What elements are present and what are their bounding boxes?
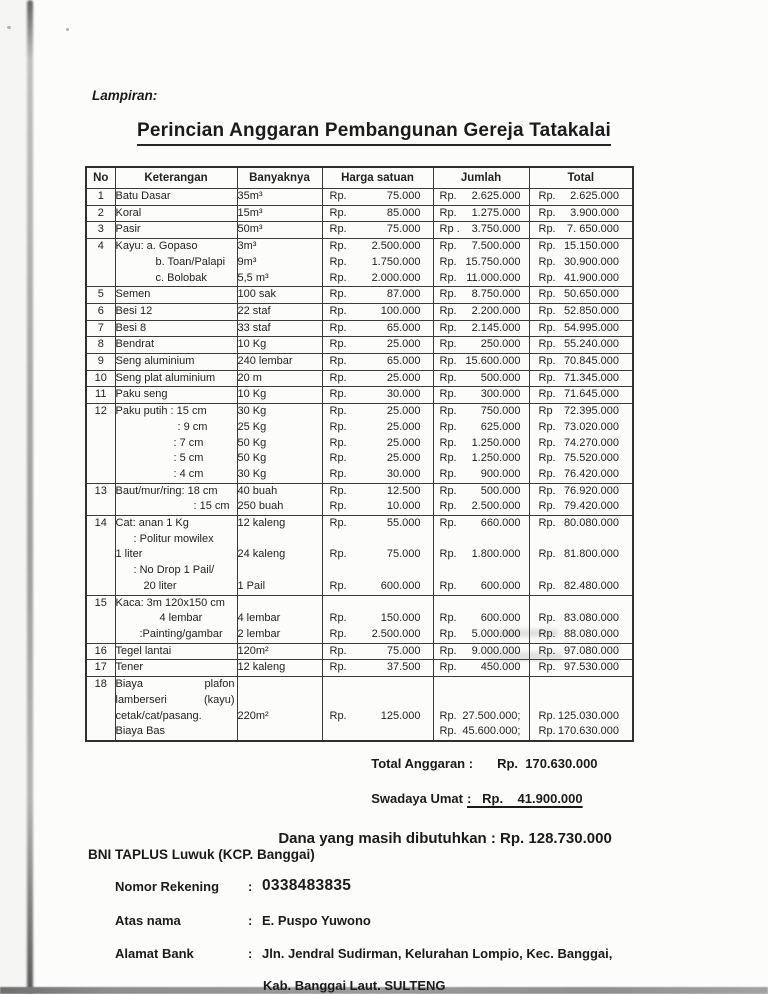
cell-no (86, 467, 115, 483)
cell-banyaknya: 40 buah (237, 483, 322, 499)
cell-total: Rp. 70.845.000 (529, 354, 633, 371)
cell-no (86, 563, 115, 579)
table-row (86, 611, 633, 627)
cell-total: Rp. 97.530.000 (529, 660, 633, 677)
colon-separator: : (248, 913, 253, 928)
cell-total: Rp. 52.850.000 (529, 303, 633, 320)
cell-harga-satuan: Rp. 25.000 (322, 436, 433, 452)
cell-no: 15 (86, 595, 115, 611)
cell-jumlah (433, 563, 529, 579)
cell-total: Rp. 75.520.000 (529, 451, 633, 467)
cell-no: 4 (86, 239, 115, 255)
cell-jumlah: Rp. 900.000 (433, 467, 529, 483)
table-row (86, 467, 633, 483)
cell-harga-satuan: Rp. 75.000 (322, 547, 433, 563)
cell-jumlah: Rp. 500.000 (433, 483, 529, 499)
cell-total: Rp. 50.650.000 (529, 287, 633, 304)
cell-banyaknya: 25 Kg (237, 420, 322, 436)
cell-harga-satuan: Rp. 125.000 (322, 709, 433, 725)
cell-keterangan: Paku putih : 15 cm (115, 404, 237, 420)
cell-banyaknya: 9m³ (237, 255, 322, 271)
total-anggaran-value: Rp. 170.630.000 (497, 756, 598, 771)
bank-name: BNI TAPLUS Luwuk (KCP. Banggai) (88, 847, 315, 862)
total-anggaran-line (364, 741, 598, 771)
cell-keterangan: 1 liter (115, 547, 237, 563)
cell-banyaknya: 33 staf (237, 320, 322, 337)
table-row (86, 579, 633, 595)
cell-keterangan: Biaya plafon (115, 677, 237, 693)
cell-harga-satuan: Rp. 25.000 (322, 370, 433, 387)
table-row (86, 287, 633, 304)
cell-jumlah: Rp. 1.800.000 (433, 547, 529, 563)
cell-harga-satuan: Rp. 30.000 (322, 467, 433, 483)
bank-address-value: Jln. Jendral Sudirman, Kelurahan Lompio, Kec. Banggai, (262, 946, 613, 961)
table-row (86, 563, 633, 579)
cell-harga-satuan: Rp. 2.500.000 (322, 627, 433, 643)
cell-keterangan: : 4 cm (115, 467, 237, 483)
cell-total (529, 563, 633, 579)
cell-banyaknya (237, 595, 322, 611)
table-row (86, 271, 633, 287)
table-row (86, 516, 633, 532)
cell-jumlah: Rp. 600.000 (433, 579, 529, 595)
bank-address-label: Alamat Bank (115, 946, 194, 961)
cell-harga-satuan: Rp. 65.000 (322, 354, 433, 371)
cell-keterangan: Seng aluminium (115, 354, 237, 371)
swadaya-umat-value: : Rp. 41.900.000 (467, 791, 583, 806)
cell-total: Rp. 82.480.000 (529, 579, 633, 595)
table-row (86, 387, 633, 404)
colon-separator: : (248, 879, 253, 894)
cell-harga-satuan (322, 563, 433, 579)
cell-total: Rp. 83.080.000 (529, 611, 633, 627)
attachment-label: Lampiran: (92, 88, 158, 103)
cell-total: Rp. 80.080.000 (529, 516, 633, 532)
cell-jumlah: Rp. 600.000 (433, 611, 529, 627)
cell-no (86, 579, 115, 595)
cell-no: 12 (86, 404, 115, 420)
cell-banyaknya: 250 buah (237, 499, 322, 515)
cell-harga-satuan: Rp. 85.000 (322, 205, 433, 222)
cell-total: Rp. 73.020.000 (529, 420, 633, 436)
cell-banyaknya: 10 Kg (237, 337, 322, 354)
table-row (86, 436, 633, 452)
cell-total: Rp. 81.800.000 (529, 547, 633, 563)
cell-no: 9 (86, 354, 115, 371)
cell-jumlah: Rp. 2.200.000 (433, 303, 529, 320)
document-title: Perincian Anggaran Pembangunan Gereja Tatakalai (137, 120, 611, 146)
cell-total: Rp. 74.270.000 (529, 436, 633, 452)
cell-keterangan: : No Drop 1 Pail/ (115, 563, 237, 579)
cell-jumlah: Rp. 45.600.000; (433, 724, 529, 741)
cell-no: 16 (86, 643, 115, 660)
cell-harga-satuan: Rp. 10.000 (322, 499, 433, 515)
cell-no: 1 (86, 189, 115, 206)
cell-no (86, 255, 115, 271)
cell-total: Rp. 55.240.000 (529, 337, 633, 354)
cell-no (86, 420, 115, 436)
table-row (86, 724, 633, 741)
cell-keterangan: Pasir (115, 222, 237, 239)
cell-keterangan: Besi 12 (115, 303, 237, 320)
column-header: Banyaknya (237, 167, 322, 189)
cell-harga-satuan: Rp. 75.000 (322, 643, 433, 660)
table-row (86, 255, 633, 271)
table-row (86, 451, 633, 467)
cell-banyaknya: 5,5 m³ (237, 271, 322, 287)
cell-banyaknya: 50 Kg (237, 436, 322, 452)
swadaya-umat-label: Swadaya Umat (371, 791, 463, 806)
cell-banyaknya: 50 Kg (237, 451, 322, 467)
cell-banyaknya (237, 693, 322, 709)
cell-jumlah: Rp. 450.000 (433, 660, 529, 677)
cell-harga-satuan (322, 677, 433, 693)
table-header-row (86, 167, 633, 189)
cell-harga-satuan: Rp. 75.000 (322, 189, 433, 206)
scan-speck (7, 26, 11, 29)
cell-jumlah: Rp. 2.500.000 (433, 499, 529, 515)
cell-jumlah (433, 693, 529, 709)
cell-banyaknya: 240 lembar (237, 354, 322, 371)
cell-jumlah: Rp. 1.250.000 (433, 436, 529, 452)
cell-keterangan: Besi 8 (115, 320, 237, 337)
cell-keterangan: Tegel lantai (115, 643, 237, 660)
cell-total: Rp. 2.625.000 (529, 189, 633, 206)
table-row (86, 303, 633, 320)
cell-total: Rp. 3.900.000 (529, 205, 633, 222)
cell-harga-satuan: Rp. 25.000 (322, 404, 433, 420)
cell-harga-satuan: Rp. 600.000 (322, 579, 433, 595)
cell-jumlah: Rp. 625.000 (433, 420, 529, 436)
cell-no (86, 611, 115, 627)
cell-total (529, 595, 633, 611)
column-header: Total (529, 167, 633, 189)
cell-banyaknya: 3m³ (237, 239, 322, 255)
cell-keterangan: lamberseri (kayu) (115, 693, 237, 709)
cell-no (86, 693, 115, 709)
table-row (86, 677, 633, 693)
cell-jumlah (433, 595, 529, 611)
cell-banyaknya: 20 m (237, 370, 322, 387)
cell-banyaknya (237, 532, 322, 548)
cell-keterangan: Biaya Bas (115, 724, 237, 741)
cell-total: Rp. 79.420.000 (529, 499, 633, 515)
swadaya-umat-line (364, 776, 583, 806)
cell-harga-satuan: Rp. 100.000 (322, 303, 433, 320)
cell-total: Rp. 125.030.000 (529, 709, 633, 725)
table-row (86, 660, 633, 677)
cell-total: Rp. 97.080.000 (529, 643, 633, 660)
table-row (86, 370, 633, 387)
cell-keterangan: Kaca: 3m 120x150 cm (115, 595, 237, 611)
cell-banyaknya: 220m² (237, 709, 322, 725)
cell-harga-satuan: Rp. 30.000 (322, 387, 433, 404)
cell-banyaknya: 1 Pail (237, 579, 322, 595)
cell-no: 18 (86, 677, 115, 693)
cell-total: Rp 72.395.000 (529, 404, 633, 420)
scan-speck (66, 28, 69, 31)
cell-harga-satuan: Rp. 150.000 (322, 611, 433, 627)
cell-keterangan: Baut/mur/ring: 18 cm (115, 483, 237, 499)
cell-jumlah (433, 677, 529, 693)
cell-total: Rp. 170.630.000 (529, 724, 633, 741)
column-header: Jumlah (433, 167, 529, 189)
cell-keterangan: : 7 cm (115, 436, 237, 452)
cell-total: Rp. 76.420.000 (529, 467, 633, 483)
cell-total: Rp. 30.900.000 (529, 255, 633, 271)
cell-harga-satuan: Rp. 25.000 (322, 420, 433, 436)
cell-harga-satuan: Rp. 75.000 (322, 222, 433, 239)
table-row (86, 337, 633, 354)
cell-harga-satuan: Rp. 55.000 (322, 516, 433, 532)
cell-banyaknya (237, 677, 322, 693)
cell-no: 6 (86, 303, 115, 320)
table-row (86, 222, 633, 239)
table-row (86, 532, 633, 548)
cell-no: 3 (86, 222, 115, 239)
cell-jumlah: Rp. 2.145.000 (433, 320, 529, 337)
cell-banyaknya: 30 Kg (237, 467, 322, 483)
cell-keterangan: : 15 cm (115, 499, 237, 515)
cell-keterangan: : 5 cm (115, 451, 237, 467)
total-anggaran-label: Total Anggaran : (371, 756, 474, 771)
cell-banyaknya: 30 Kg (237, 404, 322, 420)
cell-keterangan: Batu Dasar (115, 189, 237, 206)
bank-account-number-row (115, 879, 351, 895)
table-row (86, 547, 633, 563)
column-header: Keterangan (115, 167, 237, 189)
cell-harga-satuan: Rp. 12.500 (322, 483, 433, 499)
cell-total: Rp. 15.150.000 (529, 239, 633, 255)
cell-jumlah: Rp. 8.750.000 (433, 287, 529, 304)
cell-keterangan: c. Bolobak (115, 271, 237, 287)
table-row (86, 643, 633, 660)
cell-no: 10 (86, 370, 115, 387)
table-row (86, 499, 633, 515)
cell-total: Rp. 76.920.000 (529, 483, 633, 499)
cell-keterangan: Cat: anan 1 Kg (115, 516, 237, 532)
cell-jumlah: Rp. 27.500.000; (433, 709, 529, 725)
cell-jumlah: Rp. 250.000 (433, 337, 529, 354)
cell-banyaknya: 24 kaleng (237, 547, 322, 563)
cell-jumlah: Rp. 15.750.000 (433, 255, 529, 271)
cell-keterangan: Paku seng (115, 387, 237, 404)
cell-jumlah (433, 532, 529, 548)
cell-harga-satuan: Rp. 37.500 (322, 660, 433, 677)
cell-jumlah: Rp. 15.600.000 (433, 354, 529, 371)
cell-total: Rp. 71.345.000 (529, 370, 633, 387)
cell-keterangan: Koral (115, 205, 237, 222)
cell-jumlah: Rp . 3.750.000 (433, 222, 529, 239)
cell-banyaknya: 15m³ (237, 205, 322, 222)
cell-no: 2 (86, 205, 115, 222)
cell-jumlah: Rp. 2.625.000 (433, 189, 529, 206)
table-row (86, 404, 633, 420)
cell-harga-satuan: Rp. 65.000 (322, 320, 433, 337)
dana-dibutuhkan-value: : Rp. 128.730.000 (486, 830, 612, 847)
cell-harga-satuan: Rp. 1.750.000 (322, 255, 433, 271)
cell-no: 11 (86, 387, 115, 404)
cell-keterangan: Kayu: a. Gopaso (115, 239, 237, 255)
cell-no (86, 724, 115, 741)
cell-total (529, 532, 633, 548)
cell-total: Rp. 54.995.000 (529, 320, 633, 337)
table-row (86, 354, 633, 371)
cell-jumlah: Rp. 1.250.000 (433, 451, 529, 467)
cell-no: 13 (86, 483, 115, 499)
table-row (86, 420, 633, 436)
cell-harga-satuan: Rp. 25.000 (322, 451, 433, 467)
cell-banyaknya (237, 724, 322, 741)
cell-no: 17 (86, 660, 115, 677)
cell-no: 8 (86, 337, 115, 354)
budget-table (85, 166, 634, 742)
cell-total: Rp. 41.900.000 (529, 271, 633, 287)
account-number-value: 0338483835 (262, 877, 352, 894)
table-row (86, 595, 633, 611)
bank-address-line2: Kab. Banggai Laut. SULTENG (263, 978, 446, 993)
column-header: No (86, 167, 115, 189)
table-row (86, 693, 633, 709)
account-number-label: Nomor Rekening (115, 879, 220, 894)
cell-no (86, 627, 115, 643)
cell-jumlah: Rp. 300.000 (433, 387, 529, 404)
account-holder-label: Atas nama (115, 913, 181, 928)
cell-jumlah: Rp. 11.000.000 (433, 271, 529, 287)
cell-keterangan: :Painting/gambar (115, 627, 237, 643)
column-header: Harga satuan (322, 167, 433, 189)
scan-left-margin (0, 0, 27, 994)
table-row (86, 483, 633, 499)
cell-banyaknya (237, 563, 322, 579)
cell-jumlah: Rp. 500.000 (433, 370, 529, 387)
cell-total: Rp. 7. 650.000 (529, 222, 633, 239)
cell-jumlah: Rp. 9.000.000 (433, 643, 529, 660)
cell-keterangan: : Politur mowilex (115, 532, 237, 548)
cell-no (86, 451, 115, 467)
cell-no (86, 532, 115, 548)
cell-banyaknya: 120m² (237, 643, 322, 660)
account-holder-value: E. Puspo Yuwono (262, 913, 371, 928)
dana-dibutuhkan-label: Dana yang masih dibutuhkan (278, 830, 487, 847)
bank-account-holder-row (115, 913, 371, 928)
cell-no (86, 499, 115, 515)
cell-no: 5 (86, 287, 115, 304)
cell-jumlah: Rp. 1.275.000 (433, 205, 529, 222)
bank-address-row (115, 946, 612, 961)
cell-keterangan: cetak/cat/pasang. (115, 709, 237, 725)
cell-total: Rp. 88.080.000 (529, 627, 633, 643)
table-row (86, 320, 633, 337)
cell-no (86, 547, 115, 563)
table-row (86, 189, 633, 206)
table-row (86, 709, 633, 725)
cell-no (86, 709, 115, 725)
cell-keterangan: b. Toan/Palapi (115, 255, 237, 271)
cell-harga-satuan: Rp. 2.500.000 (322, 239, 433, 255)
table-row (86, 205, 633, 222)
colon-separator: : (248, 946, 253, 961)
cell-harga-satuan: Rp. 2.000.000 (322, 271, 433, 287)
dana-dibutuhkan-line (270, 813, 612, 847)
cell-no: 7 (86, 320, 115, 337)
cell-keterangan: Semen (115, 287, 237, 304)
cell-no: 14 (86, 516, 115, 532)
cell-keterangan: : 9 cm (115, 420, 237, 436)
scan-artifact-left-line (27, 0, 33, 994)
cell-banyaknya: 22 staf (237, 303, 322, 320)
cell-banyaknya: 50m³ (237, 222, 322, 239)
cell-harga-satuan: Rp. 25.000 (322, 337, 433, 354)
cell-jumlah: Rp. 660.000 (433, 516, 529, 532)
cell-no (86, 436, 115, 452)
cell-harga-satuan (322, 595, 433, 611)
cell-banyaknya: 2 lembar (237, 627, 322, 643)
cell-banyaknya: 4 lembar (237, 611, 322, 627)
cell-keterangan: Bendrat (115, 337, 237, 354)
cell-total (529, 677, 633, 693)
cell-total: Rp. 71.645.000 (529, 387, 633, 404)
cell-harga-satuan: Rp. 87.000 (322, 287, 433, 304)
cell-harga-satuan (322, 693, 433, 709)
cell-banyaknya: 35m³ (237, 189, 322, 206)
table-row (86, 627, 633, 643)
cell-banyaknya: 10 Kg (237, 387, 322, 404)
cell-banyaknya: 100 sak (237, 287, 322, 304)
cell-keterangan: 20 liter (115, 579, 237, 595)
cell-banyaknya: 12 kaleng (237, 516, 322, 532)
cell-jumlah: Rp. 7.500.000 (433, 239, 529, 255)
cell-harga-satuan (322, 532, 433, 548)
cell-keterangan: Seng plat aluminium (115, 370, 237, 387)
cell-harga-satuan (322, 724, 433, 741)
cell-jumlah: Rp. 750.000 (433, 404, 529, 420)
table-row (86, 239, 633, 255)
cell-keterangan: 4 lembar (115, 611, 237, 627)
cell-banyaknya: 12 kaleng (237, 660, 322, 677)
cell-keterangan: Tener (115, 660, 237, 677)
cell-no (86, 271, 115, 287)
cell-total (529, 693, 633, 709)
cell-jumlah: Rp. 5.000.000 (433, 627, 529, 643)
